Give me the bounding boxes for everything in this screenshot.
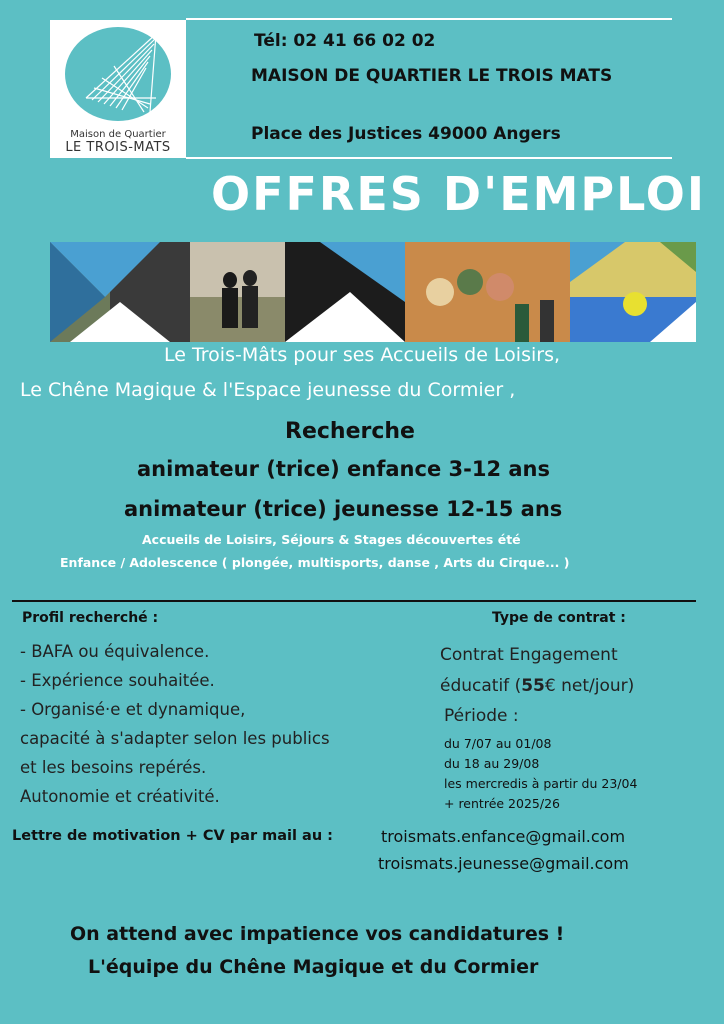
contract-type-line-1: Contrat Engagement: [440, 645, 618, 665]
period-item: du 18 au 29/08: [444, 756, 540, 771]
contract-pay-suffix: € net/jour): [544, 676, 635, 696]
period-item: les mercredis à partir du 23/04: [444, 776, 638, 791]
search-subtitle-1: Accueils de Loisirs, Séjours & Stages découvertes été: [142, 532, 521, 547]
address: Place des Justices 49000 Angers: [251, 124, 561, 144]
profile-item: capacité à s'adapter selon les publics: [20, 729, 330, 748]
contract-heading: Type de contrat :: [492, 610, 626, 626]
email-enfance-link[interactable]: troismats.enfance@gmail.com: [381, 827, 626, 846]
period-item: + rentrée 2025/26: [444, 796, 560, 811]
contract-pay-amount: 55: [521, 676, 545, 696]
profile-item: - BAFA ou équivalence.: [20, 642, 210, 661]
logo-caption-bottom: LE TROIS-MATS: [65, 140, 171, 155]
profile-item: Autonomie et créativité.: [20, 787, 220, 806]
photo-banner: [50, 242, 696, 342]
job-title-enfance: animateur (trice) enfance 3-12 ans: [137, 457, 550, 481]
profile-item: - Expérience souhaitée.: [20, 671, 215, 690]
intro-line-2: Le Chêne Magique & l'Espace jeunesse du Cormier ,: [20, 379, 516, 401]
organization-name: MAISON DE QUARTIER LE TROIS MATS: [251, 66, 613, 86]
period-list: [444, 734, 637, 814]
contract-type-line-2: [440, 676, 634, 696]
contract-pay-prefix: éducatif (: [440, 676, 522, 696]
footer-line-2: L'équipe du Chêne Magique et du Cormier: [88, 956, 539, 978]
logo-mark-icon: [64, 26, 172, 122]
phone-number: Tél: 02 41 66 02 02: [254, 31, 436, 51]
photo-banner-graphic: [50, 242, 696, 342]
job-title-jeunesse: animateur (trice) jeunesse 12-15 ans: [124, 497, 563, 521]
profile-item: et les besoins repérés.: [20, 758, 207, 777]
search-heading: Recherche: [285, 419, 415, 444]
email-jeunesse-link[interactable]: troismats.jeunesse@gmail.com: [378, 854, 629, 873]
header-bottom-line: [186, 157, 672, 159]
period-item: du 7/07 au 01/08: [444, 736, 552, 751]
profile-list: [20, 637, 330, 811]
profile-heading: Profil recherché :: [22, 610, 159, 626]
footer-line-1: On attend avec impatience vos candidatures !: [70, 923, 565, 945]
header-top-line: [186, 18, 672, 20]
logo: [50, 20, 186, 158]
intro-line-1: Le Trois-Mâts pour ses Accueils de Loisirs,: [163, 344, 561, 366]
search-subtitle-2: Enfance / Adolescence ( plongée, multisports, danse , Arts du Cirque... ): [60, 555, 570, 570]
section-divider: [12, 600, 696, 602]
period-label: Période :: [444, 706, 519, 726]
page-title: OFFRES D'EMPLOI: [210, 167, 706, 221]
profile-item: - Organisé·e et dynamique,: [20, 700, 246, 719]
apply-instruction: Lettre de motivation + CV par mail au :: [12, 828, 333, 844]
logo-caption-top: Maison de Quartier: [70, 129, 166, 140]
